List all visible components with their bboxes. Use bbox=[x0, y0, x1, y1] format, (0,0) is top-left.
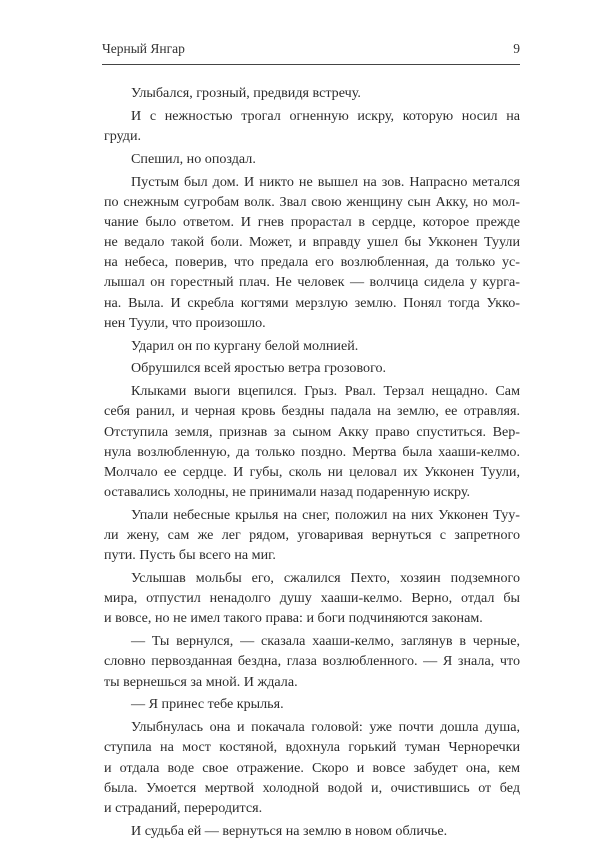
text-line: не ведало такой боли. Может, и вправду ушел бы Укконен Туули bbox=[104, 234, 520, 251]
text-line: Упали небесные крылья на снег, положил на них Укконен Туу- bbox=[131, 506, 520, 523]
text-line: ты вернешься за мной. И ждала. bbox=[104, 673, 298, 690]
running-head bbox=[102, 38, 520, 60]
text-line: на небеса, поверив, что предала его возлюбленная, да только ус- bbox=[104, 254, 520, 271]
text-line: была. Умоется мертвой холодной водой и, очистившись от бед bbox=[104, 779, 520, 796]
text-line: ли жену, сам же лег рядом, уговаривая вернуться с запретного bbox=[104, 527, 520, 544]
text-line: Улыбнулась она и покачала головой: уже почти дошла душа, bbox=[131, 719, 520, 736]
text-line: Улыбался, грозный, предвидя встречу. bbox=[131, 85, 361, 101]
text-line: и вовсе, но не имел такого права: и боги подчиняются законам. bbox=[104, 610, 483, 627]
text-line: чание было ответом. И гнев прорастал в сердце, которое прежде bbox=[104, 213, 520, 230]
text-line: себя ранил, и черная кровь бездны падала на землю, ее отравляя. bbox=[104, 403, 520, 420]
text-line: И с нежностью трогал огненную искру, которую носил на bbox=[131, 107, 520, 124]
paragraph bbox=[104, 83, 520, 103]
paragraph bbox=[104, 358, 520, 378]
text-line: Обрушился всей яростью ветра грозового. bbox=[131, 360, 387, 377]
text-line: И судьба ей — вернуться на землю в новом обличье. bbox=[131, 822, 448, 839]
paragraph bbox=[104, 568, 520, 629]
text-line: Ударил он по кургану белой молнией. bbox=[131, 337, 359, 354]
text-line: Услышав мольбы его, сжалился Пехто, хозяин подземного bbox=[131, 570, 520, 587]
paragraph bbox=[104, 694, 520, 714]
paragraph bbox=[104, 106, 520, 146]
text-line: и страданий, переродится. bbox=[104, 799, 263, 816]
book-title: Черный Янгар bbox=[102, 41, 185, 56]
header-rule bbox=[102, 64, 520, 65]
page-number: 9 bbox=[513, 41, 520, 56]
text-line: по снежным сугробам волк. Звал свою женщину сын Акку, но мол- bbox=[104, 193, 520, 210]
text-line: мира, отпустил ненадолго душу хааши-келмо. Верно, отдал бы bbox=[104, 590, 520, 607]
text-line: нула возлюбленную, да только поздно. Мертва была хааши-келмо. bbox=[104, 443, 520, 460]
text-line: и отдала воде свое отражение. Скоро и вовсе забудет она, кем bbox=[104, 759, 520, 776]
text-line: оставались холодны, не принимали назад подаренную искру. bbox=[104, 484, 471, 501]
text-line: Молчало ее сердце. И губы, сколь ни целовал их Укконен Туули, bbox=[104, 463, 520, 480]
text-line: — Я принес тебе крылья. bbox=[131, 696, 284, 713]
text-line: Пустым был дом. И никто не вышел на зов. Напрасно метался bbox=[131, 173, 520, 190]
text-line: словно первозданная бездна, глаза возлюбленного. — Я знала, что bbox=[104, 653, 520, 670]
paragraph bbox=[104, 149, 520, 169]
text-line: Спешил, но опоздал. bbox=[131, 150, 256, 167]
text-line: Клыками выоги вцепился. Грыз. Рвал. Терзал нещадно. Сам bbox=[131, 383, 520, 400]
text-line: пути. Пусть бы всего на миг. bbox=[104, 547, 276, 564]
text-line: лышал он горестный плач. Не человек — волчица сидела у курга- bbox=[104, 274, 520, 291]
paragraph bbox=[104, 631, 520, 692]
paragraph bbox=[104, 505, 520, 566]
text-line: Отступила земля, признав за сыном Акку право спуститься. Вер- bbox=[104, 423, 520, 440]
body-text bbox=[104, 83, 520, 843]
paragraph bbox=[104, 336, 520, 356]
text-line: груди. bbox=[104, 127, 142, 144]
text-line: нен Туули, что произошло. bbox=[104, 314, 266, 331]
text-line: на. Выла. И скребла когтями мерзлую землю. Понял тогда Укко- bbox=[104, 294, 520, 311]
paragraph bbox=[104, 172, 520, 334]
paragraph bbox=[104, 381, 520, 502]
text-line: — Ты вернулся, — сказала хааши-келмо, заглянув в черные, bbox=[131, 633, 520, 650]
paragraph bbox=[104, 821, 520, 841]
text-line: ступила на мост костяной, вдохнула горький туман Черноречки bbox=[104, 739, 520, 756]
paragraph bbox=[104, 717, 520, 818]
